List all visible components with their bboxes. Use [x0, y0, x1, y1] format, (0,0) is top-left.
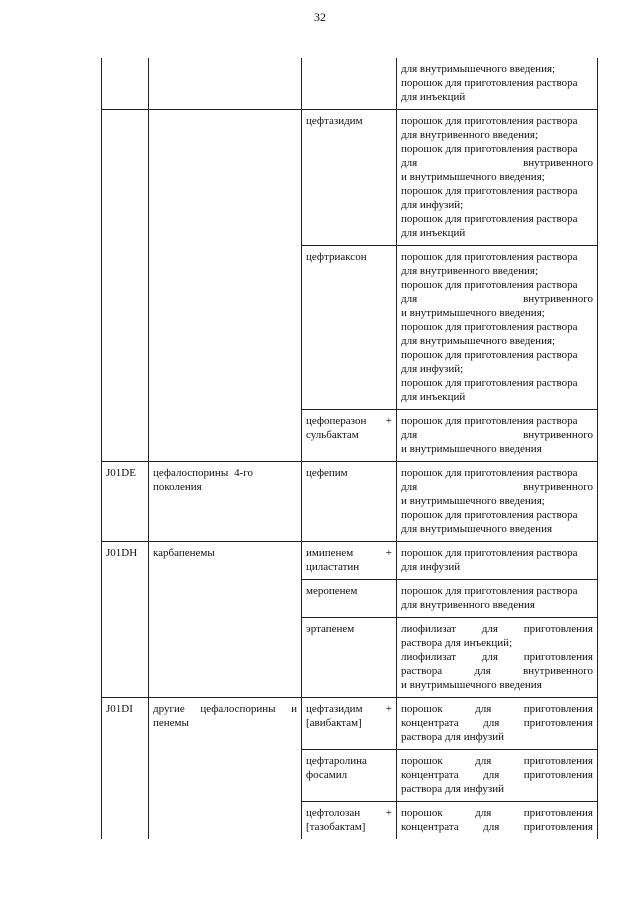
- drug-cell: [302, 802, 397, 840]
- drug-name-continued: [авибактам]: [306, 717, 362, 729]
- dosage-line: порошок для приготовления: [401, 755, 593, 767]
- group-cell: [149, 462, 302, 542]
- group-cell: [149, 802, 302, 840]
- table-row: [102, 246, 598, 410]
- drug-name: цефепим: [306, 467, 348, 479]
- table-row: [102, 750, 598, 802]
- dosage-form-cell: [397, 750, 598, 802]
- dosage-form-cell: [397, 58, 598, 110]
- dosage-line: для инфузий: [401, 561, 461, 573]
- dosage-line: раствора для инфузий: [401, 783, 504, 795]
- dosage-line: порошок для приготовления раствора: [401, 415, 578, 427]
- dosage-form-cell: [397, 110, 598, 246]
- dosage-line: для внутривенного введения;: [401, 265, 539, 277]
- table-row: [102, 542, 598, 580]
- dosage-line: лиофилизат для приготовления: [401, 623, 593, 635]
- plus-sign: +: [385, 415, 392, 427]
- dosage-line: порошок для приготовления раствора: [401, 547, 578, 559]
- drug-name: меропенем: [306, 585, 358, 597]
- dosage-line: для внутривенного: [401, 481, 593, 493]
- dosage-line: для внутримышечного введения;: [401, 63, 556, 75]
- drug-name-continued: фосамил: [306, 769, 348, 781]
- drug-name: эртапенем: [306, 623, 355, 635]
- atc-code-cell: [102, 462, 149, 542]
- atc-code-cell: [102, 246, 149, 410]
- drug-name-continued: циластатин: [306, 561, 360, 573]
- dosage-line: порошок для приготовления раствора: [401, 251, 578, 263]
- group-name: цефалоспорины 4-го поколения: [153, 467, 253, 493]
- drug-name: цефтазидим: [306, 703, 363, 715]
- dosage-form-cell: [397, 542, 598, 580]
- dosage-line: для внутривенного введения;: [401, 129, 539, 141]
- dosage-line: порошок для приготовления раствора: [401, 467, 578, 479]
- table-row: [102, 580, 598, 618]
- drug-name: цефтриаксон: [306, 251, 367, 263]
- group-cell: [149, 750, 302, 802]
- dosage-line: порошок для приготовления раствора: [401, 143, 578, 155]
- drug-cell: [302, 750, 397, 802]
- table-row: [102, 58, 598, 110]
- drug-name: цефтолозан: [306, 807, 361, 819]
- dosage-line: для внутримышечного введения;: [401, 335, 556, 347]
- table-row: [102, 698, 598, 750]
- dosage-form-cell: [397, 802, 598, 840]
- dosage-line: концентрата для приготовления: [401, 769, 593, 781]
- table-row: [102, 618, 598, 698]
- dosage-form-cell: [397, 246, 598, 410]
- group-cell: [149, 58, 302, 110]
- dosage-line: и внутримышечного введения;: [401, 171, 545, 183]
- drug-cell: [302, 618, 397, 698]
- atc-code-cell: [102, 580, 149, 618]
- group-name: карбапенемы: [153, 547, 215, 559]
- dosage-line: для внутривенного: [401, 429, 593, 441]
- drug-cell: [302, 110, 397, 246]
- dosage-line: порошок для приготовления раствора: [401, 115, 578, 127]
- dosage-form-text: [401, 62, 593, 104]
- atc-code-cell: [102, 698, 149, 750]
- dosage-line: для внутримышечного введения: [401, 523, 553, 535]
- table-row: [102, 410, 598, 462]
- drug-cell: [302, 246, 397, 410]
- dosage-line: порошок для приготовления раствора: [401, 185, 578, 197]
- atc-code-cell: [102, 110, 149, 246]
- atc-code-cell: [102, 618, 149, 698]
- drug-name: цефтаролина: [306, 755, 367, 767]
- dosage-line: порошок для приготовления раствора: [401, 321, 578, 333]
- atc-code-cell: [102, 410, 149, 462]
- dosage-line: порошок для приготовления раствора: [401, 509, 578, 521]
- group-cell: [149, 410, 302, 462]
- dosage-line: раствора для инъекций;: [401, 637, 513, 649]
- dosage-form-cell: [397, 618, 598, 698]
- dosage-line: для инфузий;: [401, 199, 464, 211]
- drug-cell: [302, 542, 397, 580]
- dosage-line: для инфузий;: [401, 363, 464, 375]
- dosage-line: концентрата для приготовления: [401, 717, 593, 729]
- drug-cell: [302, 58, 397, 110]
- dosage-line: лиофилизат для приготовления: [401, 651, 593, 663]
- plus-sign: +: [385, 703, 392, 715]
- dosage-line: для инъекций: [401, 91, 466, 103]
- dosage-line: для инъекций: [401, 227, 466, 239]
- dosage-form-cell: [397, 698, 598, 750]
- table-row: [102, 462, 598, 542]
- dosage-line: порошок для приготовления раствора: [401, 349, 578, 361]
- drug-name-continued: сульбактам: [306, 429, 359, 441]
- dosage-form-cell: [397, 462, 598, 542]
- group-cell: [149, 110, 302, 246]
- drug-name: цефоперазон: [306, 415, 367, 427]
- atc-code-cell: [102, 750, 149, 802]
- group-name: другие цефалоспорины и пенемы: [153, 703, 297, 729]
- dosage-line: для внутривенного: [401, 293, 593, 305]
- atc-code: J01DH: [106, 547, 138, 559]
- dosage-line: и внутримышечного введения;: [401, 495, 545, 507]
- drug-cell: [302, 462, 397, 542]
- atc-code-cell: [102, 542, 149, 580]
- atc-code-cell: [102, 58, 149, 110]
- dosage-line: для внутривенного: [401, 157, 593, 169]
- atc-code-cell: [102, 802, 149, 840]
- dosage-line: раствора для инфузий: [401, 731, 504, 743]
- dosage-line: и внутримышечного введения;: [401, 307, 545, 319]
- table-row: [102, 110, 598, 246]
- dosage-line: порошок для приготовления раствора: [401, 213, 578, 225]
- page-number: 32: [314, 10, 326, 24]
- group-cell: [149, 246, 302, 410]
- group-cell: [149, 580, 302, 618]
- atc-code: J01DI: [106, 703, 133, 715]
- dosage-line: порошок для приготовления: [401, 807, 593, 819]
- drug-name: цефтазидим: [306, 115, 363, 127]
- dosage-line: для инъекций: [401, 391, 466, 403]
- plus-sign: +: [385, 807, 392, 819]
- drug-cell: [302, 698, 397, 750]
- dosage-line: и внутримышечного введения: [401, 443, 542, 455]
- dosage-line: для внутривенного введения: [401, 599, 535, 611]
- plus-sign: +: [385, 547, 392, 559]
- dosage-line: порошок для приготовления раствора: [401, 377, 578, 389]
- dosage-line: порошок для приготовления раствора: [401, 279, 578, 291]
- drug-table: [101, 58, 598, 839]
- group-cell: [149, 618, 302, 698]
- drug-cell: [302, 580, 397, 618]
- dosage-line: порошок для приготовления раствора: [401, 77, 578, 89]
- dosage-form-cell: [397, 580, 598, 618]
- atc-code: J01DE: [106, 467, 136, 479]
- group-cell: [149, 698, 302, 750]
- drug-cell: [302, 410, 397, 462]
- dosage-line: порошок для приготовления раствора: [401, 585, 578, 597]
- drug-name: имипенем: [306, 547, 354, 559]
- dosage-line: порошок для приготовления: [401, 703, 593, 715]
- group-cell: [149, 542, 302, 580]
- dosage-line: и внутримышечного введения: [401, 679, 542, 691]
- drug-name-continued: [тазобактам]: [306, 821, 366, 833]
- dosage-form-cell: [397, 410, 598, 462]
- table-row: [102, 802, 598, 840]
- dosage-line: раствора для внутривенного: [401, 665, 593, 677]
- dosage-line: концентрата для приготовления: [401, 821, 593, 833]
